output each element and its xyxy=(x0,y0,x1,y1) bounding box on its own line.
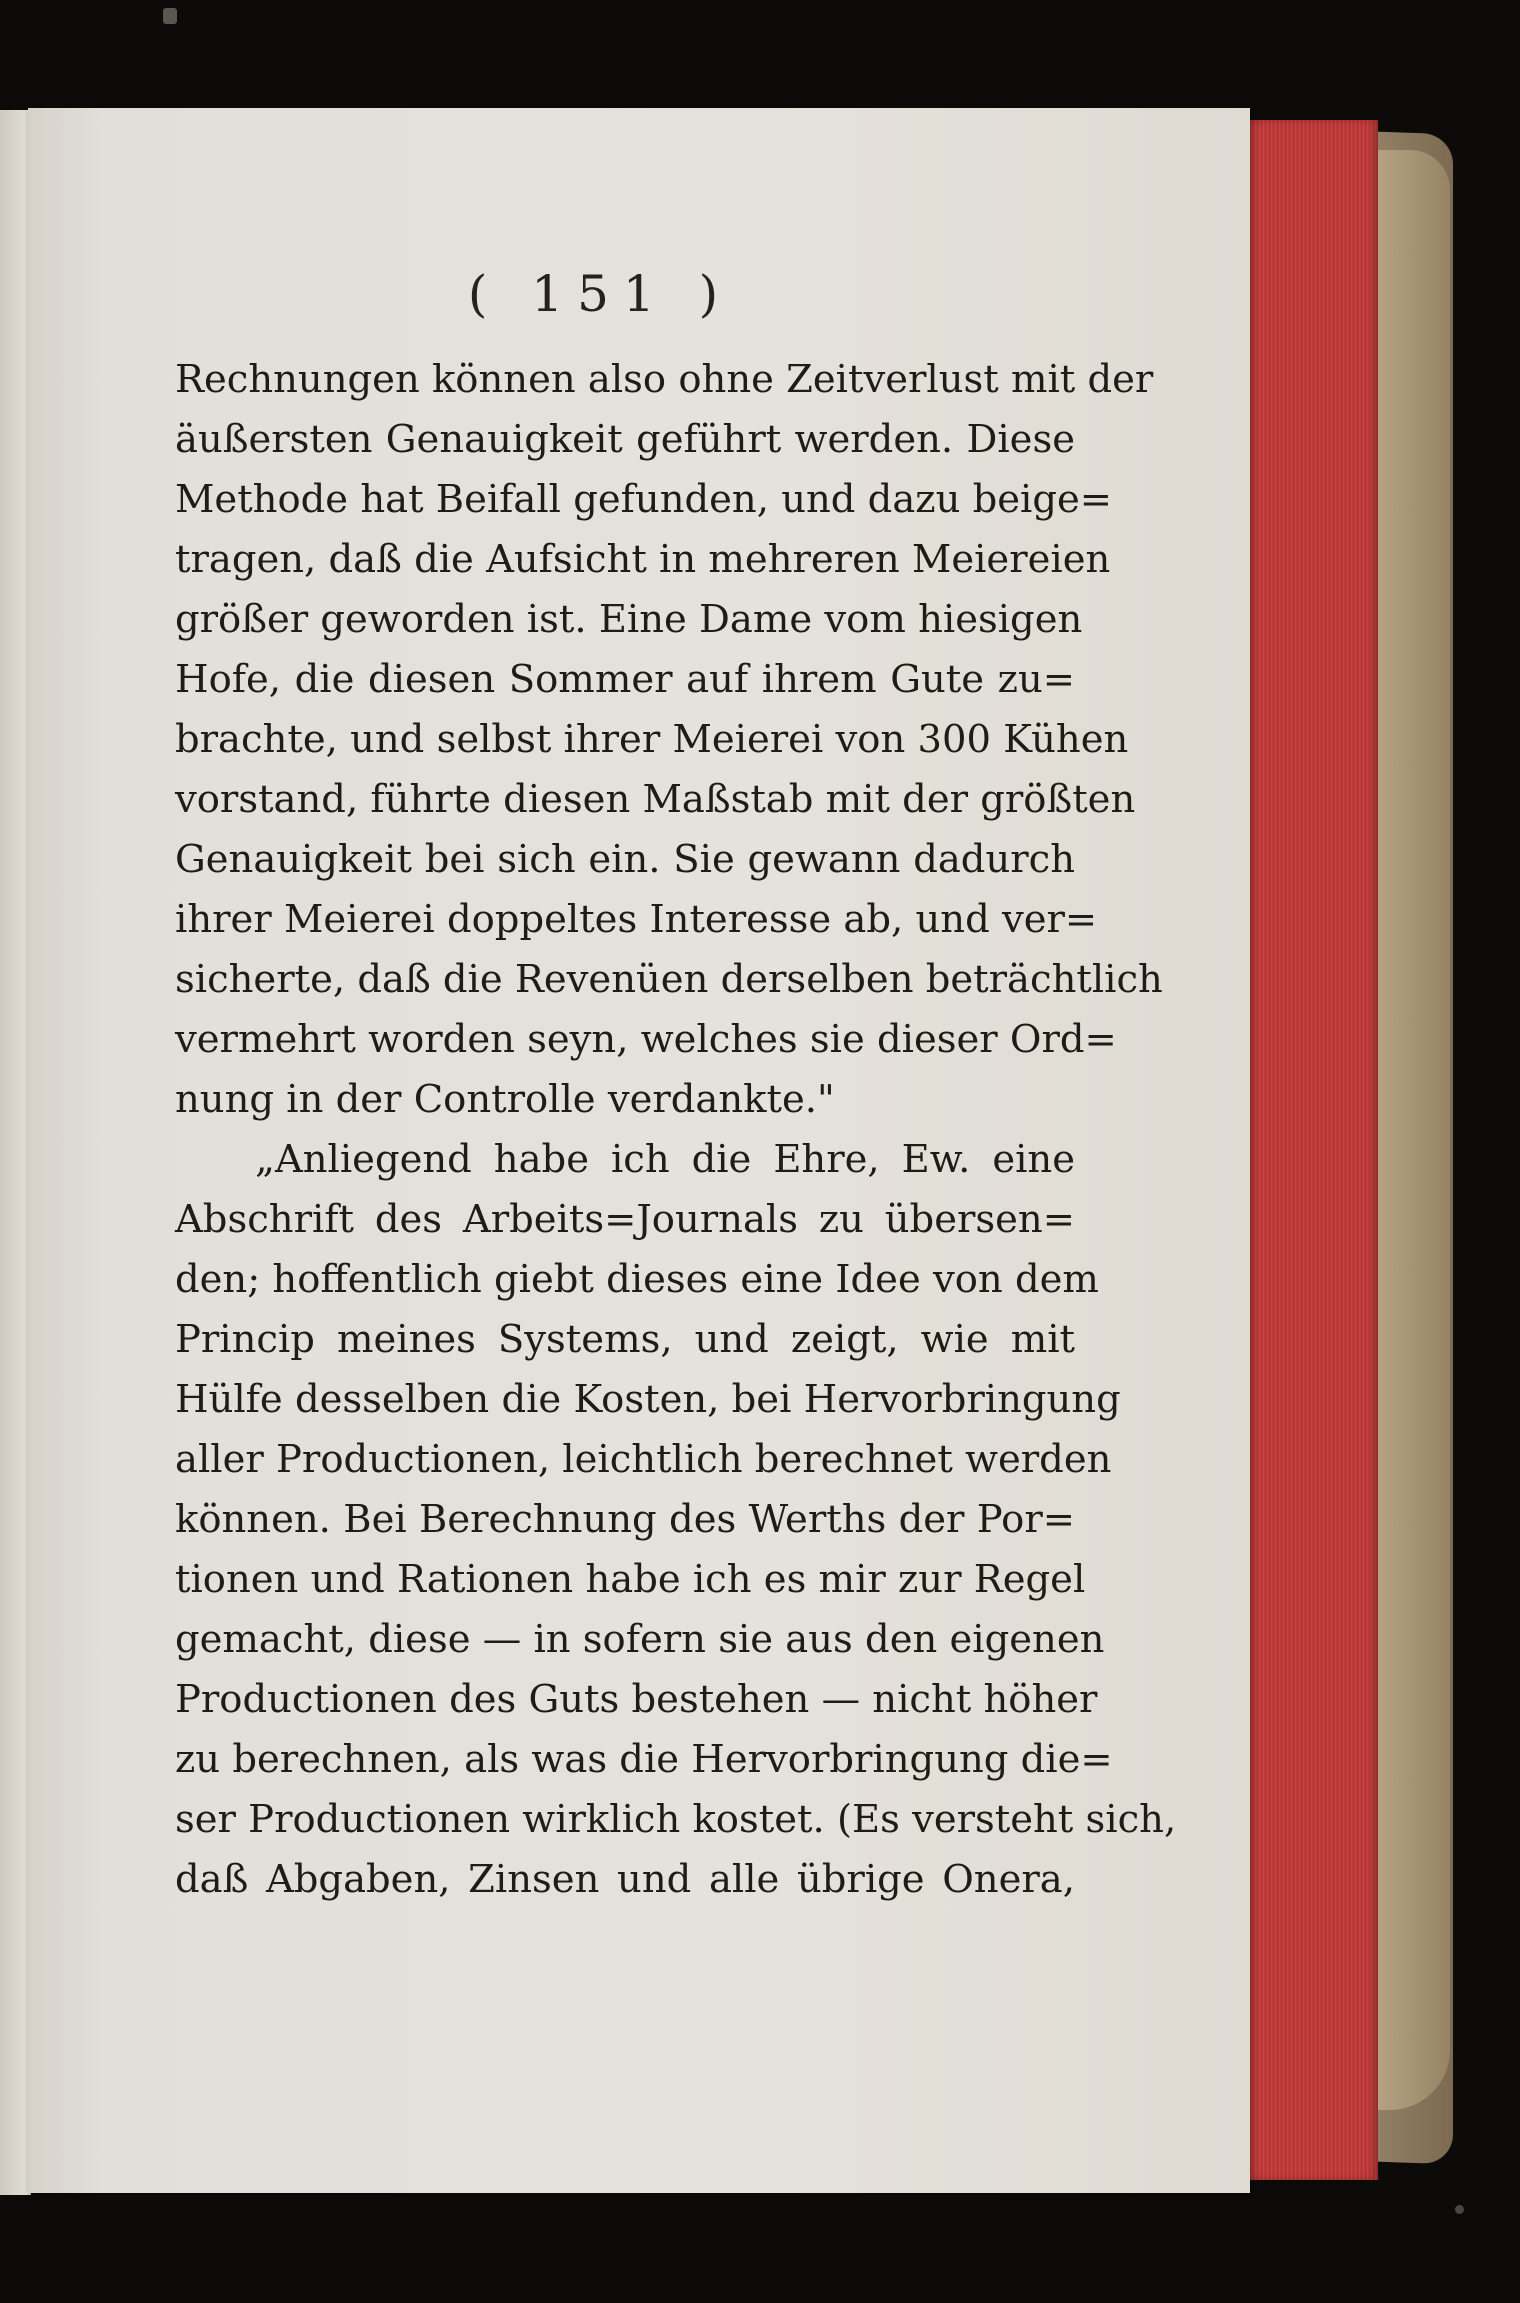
text-line: gemacht, diese — in sofern sie aus den eigenen xyxy=(175,1617,1105,1662)
text-line: nung in der Controlle verdankte." xyxy=(175,1077,835,1122)
page-number: ( 151 ) xyxy=(467,265,733,323)
text-line: Methode hat Beifall gefunden, und dazu beige= xyxy=(175,477,1113,522)
text-line: Hülfe desselben die Kosten, bei Hervorbringung xyxy=(175,1377,1121,1422)
text-line: Genauigkeit bei sich ein. Sie gewann dadurch xyxy=(175,837,1075,882)
text-line: den; hoffentlich giebt dieses eine Idee von dem xyxy=(175,1257,1099,1302)
page-text xyxy=(175,350,1177,1910)
text-line: können. Bei Berechnung des Werths der Por= xyxy=(175,1497,1075,1542)
text-line: ihrer Meierei doppeltes Interesse ab, und ver= xyxy=(175,897,1098,942)
text-line: vorstand, führte diesen Maßstab mit der größten xyxy=(175,777,1136,822)
text-line: daß Abgaben, Zinsen und alle übrige Onera, xyxy=(175,1857,1075,1902)
text-line: ser Productionen wirklich kostet. (Es versteht sich, xyxy=(175,1797,1177,1842)
worn-cover-edge xyxy=(1370,150,1450,2110)
text-line: vermehrt worden seyn, welches sie dieser Ord= xyxy=(175,1017,1117,1062)
text-line: „Anliegend habe ich die Ehre, Ew. eine xyxy=(255,1137,1075,1182)
text-line: äußersten Genauigkeit geführt werden. Diese xyxy=(175,417,1075,462)
text-line: Princip meines Systems, und zeigt, wie mit xyxy=(175,1317,1075,1362)
text-line: sicherte, daß die Revenüen derselben beträchtlich xyxy=(175,957,1163,1002)
corner-dot xyxy=(1455,2205,1464,2214)
text-line: Rechnungen können also ohne Zeitverlust mit der xyxy=(175,357,1154,402)
text-line: tragen, daß die Aufsicht in mehreren Meiereien xyxy=(175,537,1111,582)
text-line: brachte, und selbst ihrer Meierei von 300 Kühen xyxy=(175,717,1129,762)
text-line: tionen und Rationen habe ich es mir zur Regel xyxy=(175,1557,1086,1602)
text-line: größer geworden ist. Eine Dame vom hiesigen xyxy=(175,597,1083,642)
corner-mark xyxy=(163,8,177,24)
text-line: Productionen des Guts bestehen — nicht höher xyxy=(175,1677,1098,1722)
text-line: aller Productionen, leichtlich berechnet werden xyxy=(175,1437,1112,1482)
text-line: Abschrift des Arbeits=Journals zu übersen= xyxy=(175,1197,1075,1242)
text-line: Hofe, die diesen Sommer auf ihrem Gute zu= xyxy=(175,657,1075,702)
text-line: zu berechnen, als was die Hervorbringung die= xyxy=(175,1737,1113,1782)
left-page-edge xyxy=(0,110,31,2195)
